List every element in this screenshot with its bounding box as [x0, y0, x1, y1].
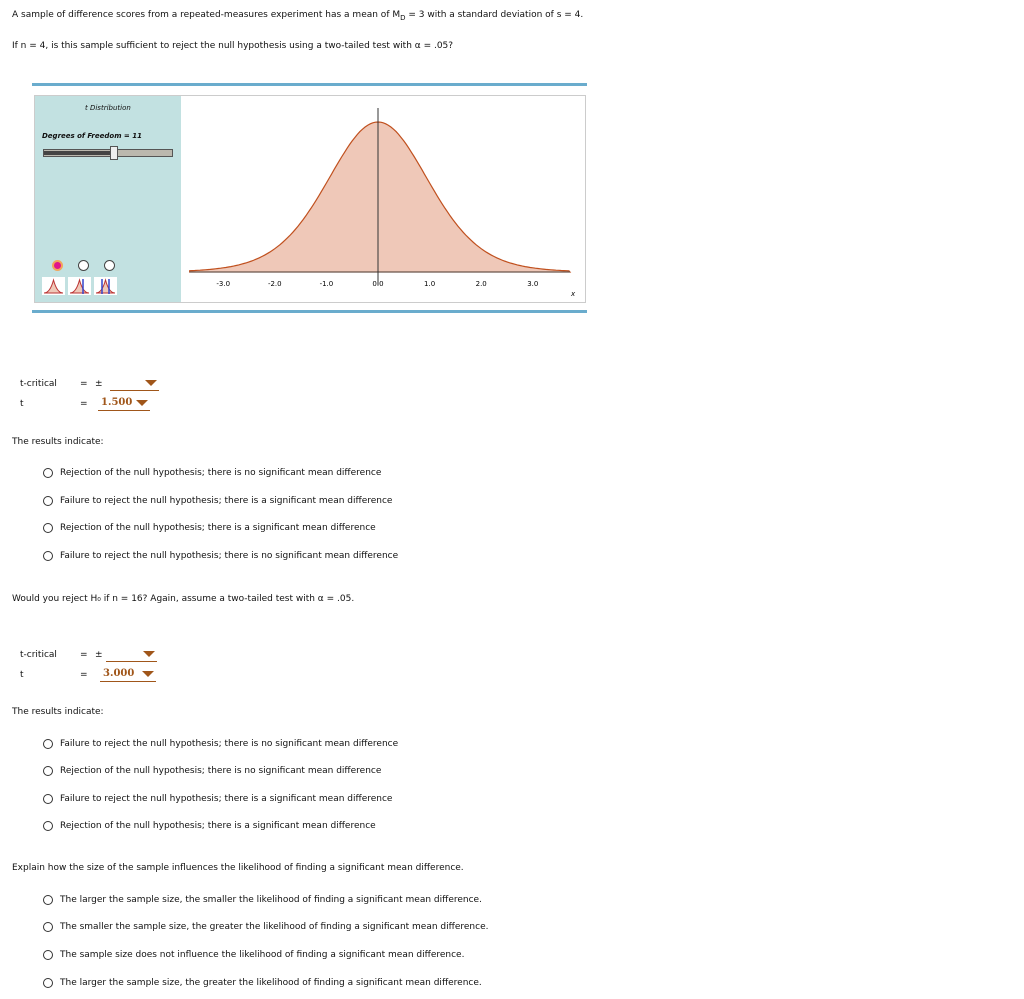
answer-option[interactable]	[43, 950, 464, 960]
answer-option[interactable]	[43, 468, 381, 478]
radio-button[interactable]	[43, 978, 53, 988]
option-label: The smaller the sample size, the greater the likelihood of finding a significant mean difference.	[60, 922, 489, 932]
radio-button[interactable]	[43, 468, 53, 478]
option-label: Failure to reject the null hypothesis; there is no significant mean difference	[60, 551, 399, 561]
q-sub: D	[400, 13, 406, 22]
option-label: The larger the sample size, the smaller the likelihood of finding a significant mean difference.	[60, 895, 482, 905]
equals: =	[80, 399, 88, 409]
answer-option[interactable]	[43, 766, 381, 776]
radio-button[interactable]	[43, 950, 53, 960]
part2-question: Would you reject H₀ if n = 16? Again, assume a two-tailed test with α = .05.	[12, 594, 355, 604]
t-label: t	[20, 670, 24, 680]
x-tick-label: -1.0	[319, 280, 334, 288]
answer-option[interactable]	[43, 794, 392, 804]
q-line1: A sample of difference scores from a repeated-measures experiment has a mean of M	[12, 10, 401, 20]
results-label: The results indicate:	[12, 707, 104, 717]
chevron-down-icon	[142, 671, 154, 677]
answer-option[interactable]	[43, 895, 482, 905]
radio-button[interactable]	[43, 766, 53, 776]
chevron-down-icon	[143, 651, 155, 657]
answer-option[interactable]	[43, 821, 376, 831]
df-label: Degrees of Freedom = 11	[42, 132, 142, 140]
x-tick-label: -3.0	[216, 280, 231, 288]
answer-option[interactable]	[43, 922, 488, 932]
x-tick-label: 0.0	[372, 280, 384, 288]
radio-button[interactable]	[43, 551, 53, 561]
option-label: Rejection of the null hypothesis; there is no significant mean difference	[60, 766, 382, 776]
equals: =	[80, 379, 88, 389]
radio-button[interactable]	[43, 523, 53, 533]
tcrit-label: t-critical	[20, 379, 57, 389]
radio-button[interactable]	[43, 821, 53, 831]
tcrit-dropdown[interactable]	[106, 648, 157, 662]
answer-option[interactable]	[43, 551, 398, 561]
radio-button[interactable]	[43, 739, 53, 749]
option-label: Failure to reject the null hypothesis; there is a significant mean difference	[60, 794, 393, 804]
option-label: Rejection of the null hypothesis; there is no significant mean difference	[60, 468, 382, 478]
t-label: t	[20, 399, 24, 409]
equals: =	[80, 650, 88, 660]
divider	[32, 310, 587, 313]
x-tick-label: 3.0	[527, 280, 539, 288]
option-label: The sample size does not influence the likelihood of finding a significant mean difference.	[60, 950, 465, 960]
x-axis-label: x	[571, 290, 576, 298]
t-distribution-chart	[0, 0, 1024, 320]
answer-option[interactable]	[43, 739, 398, 749]
option-label: Failure to reject the null hypothesis; there is a significant mean difference	[60, 496, 393, 506]
option-label: Rejection of the null hypothesis; there is a significant mean difference	[60, 523, 376, 533]
results-label: The results indicate:	[12, 437, 104, 447]
part3-question: Explain how the size of the sample influences the likelihood of finding a significant mean difference.	[12, 863, 464, 873]
question-line2: If n = 4, is this sample sufficient to reject the null hypothesis using a two-tailed test with α = .05?	[12, 41, 454, 51]
density-curve	[190, 122, 570, 272]
x-tick-label: 2.0	[475, 280, 487, 288]
chevron-down-icon	[136, 400, 148, 406]
plus-minus: ±	[95, 650, 103, 660]
equals: =	[80, 670, 88, 680]
option-label: Failure to reject the null hypothesis; there is no significant mean difference	[60, 739, 399, 749]
answer-option[interactable]	[43, 496, 392, 506]
radio-button[interactable]	[43, 895, 53, 905]
answer-option[interactable]	[43, 978, 482, 988]
t-dropdown[interactable]: 1.500	[98, 397, 150, 411]
widget-title: t Distribution	[85, 104, 131, 112]
option-label: Rejection of the null hypothesis; there is a significant mean difference	[60, 821, 376, 831]
radio-button[interactable]	[43, 496, 53, 506]
radio-button[interactable]	[43, 794, 53, 804]
radio-button[interactable]	[43, 922, 53, 932]
tcrit-label: t-critical	[20, 650, 57, 660]
option-label: The larger the sample size, the greater the likelihood of finding a significant mean difference.	[60, 978, 482, 988]
t-dropdown[interactable]: 3.000	[100, 668, 156, 682]
x-tick-label: 1.0	[424, 280, 436, 288]
answer-option[interactable]	[43, 523, 376, 533]
q-rest: = 3 with a standard deviation of s = 4.	[405, 10, 584, 20]
plus-minus: ±	[95, 379, 103, 389]
tcrit-dropdown[interactable]	[110, 377, 159, 391]
chevron-down-icon	[145, 380, 157, 386]
x-tick-label: -2.0	[267, 280, 282, 288]
